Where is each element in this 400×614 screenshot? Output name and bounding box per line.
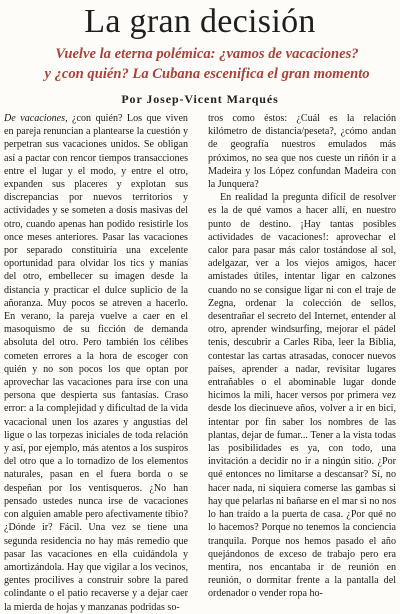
article-title: La gran decisión: [84, 3, 316, 40]
left-column: [4, 112, 188, 614]
left-paragraph: [4, 112, 188, 614]
deck-line-1: Vuelve la eterna polémica: ¿vamos de vacaciones?: [55, 46, 359, 62]
article-byline: Por Josep-Vicent Marqués: [121, 92, 279, 106]
left-body-text: ¿con quién? Los que viven en pareja renuncian a plantearse la cuestión y perpetran sus vacaciones unidos. Se obligan así a pactar con rencor tiempos transacciones entre el lugar y el modo, y entre el otro, expanden sus placeres y explotan sus discrepancias por nuevos territorios y actividades y se someten a dosis masivas del otro, cuando apenas han podido resistirle los once meses anteriores. Pasar las vacaciones por separado constituiría una excelente oportunidad para olvidar los tics y manías del otro, embellecer su imagen desde la distancia y practicar el dulce suplicio de la añoranza. Muy pocos se atreven a hacerlo. En verano, la pareja vuelve a caer en el masoquismo de su ficción de demanda absoluta del otro. Pero también los célibes cometen errores a la hora de escoger con quién y no son pocos los que optan por aprovechar las vacaciones para irse con una persona que despierta sus fantasías. Craso error: a la complejidad y dificultad de la vida vacacional unen los azares y angustias del ligue o las torpezas iniciales de toda relación y así, por ejemplo, más atentos a los suspiros del otro que a lo tornadizo de los elementos naturales, pasan en el fuera borda o se despeñan por los ventisqueros. ¿No han pensado ustedes nunca irse de vacaciones con alguien amable pero afectivamente tibio? ¿Dónde ir? Fácil. Una vez se tiene una segunda residencia no hay más remedio que pasar las vacaciones en ella cuidándola y amortizándola. Hay que vigilar a los vecinos, gentes procilives a construir sobre la pared colindante o el patio recaverse y a dejar caer la mierda de hojas y manzanas podridas so-: [4, 113, 188, 613]
lead-phrase: De vacaciones,: [4, 113, 68, 124]
article-deck: [14, 44, 400, 84]
right-column: [208, 112, 396, 601]
deck-line-2: y ¿con quién? La Cubana escenifica el gran momento: [44, 66, 370, 82]
right-paragraph-1: tros como éstos: ¿Cuál es la relación kilómetro de distancia/peseta?, ¿cómo andan de geografía nuestros emulados más próximos, no sea que nos cueste un riñón ir a Madeira y los López confundan Madeira con la Junquera?: [208, 113, 396, 191]
right-paragraph-2: En realidad la pregunta difícil de resolver es la de qué vamos a hacer allí, en nuestro punto de destino. ¡Hay tantas posibles actividades de vacaciones!: aprovechar el calor para pasar más calor tostándose al sol, adelgazar, ver a los viejos amigos, hacer amistades útiles, intentar ligar en calzones cuando no se consigue ligar ni con el traje de Zegna, ordenar la colección de sellos, desentrañar el secreto del Internet, entender al otro, aprender windsurfing, mejorar el pádel tenis, descubrir a Carles Riba, leer la Biblia, contestar las cartas atrasadas, conocer nuevos países, aprender a nadar, revisitar lugares entrañables o el abominable lugar donde hicimos la mili, hacer versos por primera vez desde los diecinueve años, volver a ir en bici, intentar por fin saber los nombres de las plantas, dejar de fumar... Tener a la vista todas las posibilidades es ya, con todo, una invitación a decidir no ir a ningún sitio. ¿Por qué entonces no limitarse a descansar? Sí, no hacer nada, ni siquiera comerse las gambas si hay que pelarlas ni bañarse en el mar si no nos lo han traído a la puerta de casa. ¿Por qué no lo hacemos? Porque no tenemos la conciencia tranquila. Porque nos hemos pasado el año quejándonos de exceso de trabajo pero era mentira, nos encantaba ir de reunión en reunión, o dormitar frente a la pantalla del ordenador o vender ropa ho-: [208, 192, 396, 600]
